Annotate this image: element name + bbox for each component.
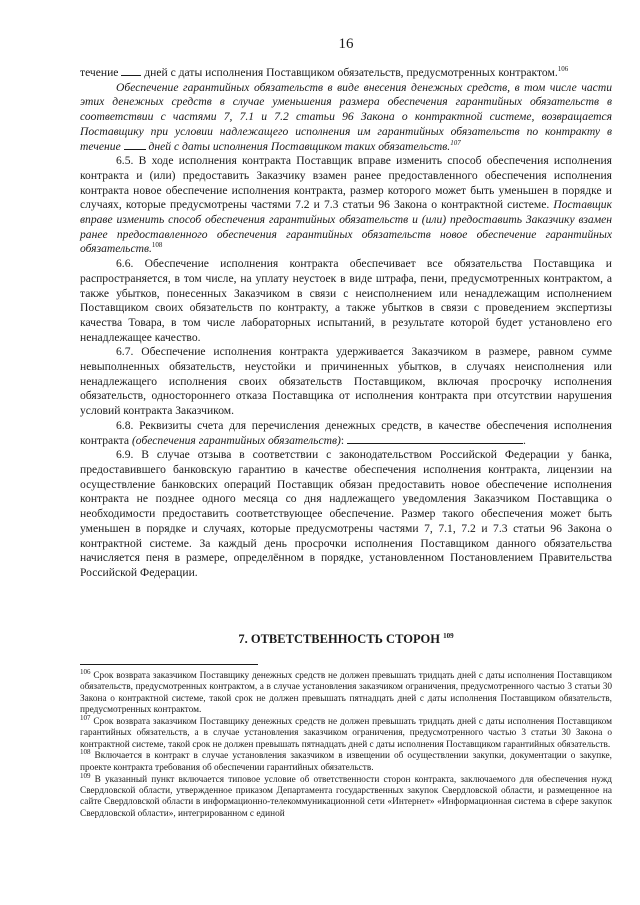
paragraph-6-9: 6.9. В случае отзыва в соответствии с законодательством Российской Федерации у банка, предоставившего банковскую гарантию в качестве обеспечения исполнения контракта, лицензии на осуществление банковских операций Поставщик обязан предоставить новое обеспечение исполнения контракта не позднее одного месяца со дня надлежащего уведомления Заказчиком Поставщика о необходимости предоставить соответствующее обеспечение. Размер такого обеспечения может быть уменьшен в порядке и случаях, которые предусмотрены частями 7, 7.1, 7.2 и 7.3 статьи 96 Закона о контрактной системе. За каждый день просрочки исполнения Поставщиком данного обязательства начисляется пеня в размере, определённом в порядке, установленном Постановлением Правительства Российской Федерации. — [80, 448, 612, 579]
footnotes — [80, 667, 612, 820]
footnote: $^{107}$ Срок возврата заказчиком Поставщику денежных средств не должен превышать тридцать дней с даты исполнения Поставщиком гарантийных обязательств, а в случае установления заказчиком ограничения, предусмотренного частью 3 статьи 30 Закона о контрактной системе, такой срок не должен превышать пятнадцать дней с даты исполнения Поставщиком гарантийных обязательств. — [80, 713, 612, 750]
paragraph-6-7: 6.7. Обеспечение исполнения контракта удерживается Заказчиком в размере, равном сумме невыполненных обязательств, неустойки и причиненных убытков, в случаях неисполнения или ненадлежащего исполнения своих обязательств Поставщиком, включая просрочку исполнения обязательств, одностороннего отказа Поставщика от исполнения контракта при отсутствии нарушения условий контракта Заказчиком. — [80, 345, 612, 418]
footnote: $^{106}$ Срок возврата заказчиком Поставщику денежных средств не должен превышать тридцать дней с даты исполнения Поставщиком обязательств, предусмотренных контрактом, а в случае установления заказчиком ограничения, предусмотренного частью 3 статьи 30 Закона о контрактной системе, такой срок не должен превышать пятнадцать дней с даты исполнения Поставщиком обязательств, предусмотренных контрактом. — [80, 667, 612, 716]
paragraph-6-8: 6.8. Реквизиты счета для перечисления денежных средств, в качестве обеспечения исполнения контракта (обеспечения гарантийных обязательств): . — [80, 418, 612, 447]
footnote-separator — [80, 664, 258, 665]
footnote-ref-109: 109 — [443, 631, 454, 640]
footnote-ref-107: 107 — [450, 138, 461, 147]
document-page — [80, 0, 612, 905]
account-details-blank — [347, 443, 523, 444]
paragraph-warranty-deposit: Обеспечение гарантийных обязательств в виде внесения денежных средств, в том числе части этих денежных средств в случае уменьшения размера обеспечения гарантийных обязательств в соответствии с частями 7, 7.1 и 7.2 статьи 96 Закона о контрактной системе, возвращается Поставщику при условии надлежащего исполнения им гарантийных обязательств по контракту в течение дней с даты исполнения Поставщиком таких обязательств.$^{107}$ — [80, 80, 612, 153]
footnote: $^{108}$ Включается в контракт в случае установления заказчиком в извещении об осуществлении закупки, документации о закупке, проекте контракта требования об обеспечении гарантийных обязательств. — [80, 748, 612, 773]
days-blank — [124, 149, 146, 150]
paragraph-6-6: 6.6. Обеспечение исполнения контракта обеспечивает все обязательства Поставщика и распространяется, в том числе, на уплату неустоек в виде штрафа, пени, предусмотренных контрактом, а также убытков, понесенных Заказчиком в связи с неисполнением или ненадлежащим исполнением Поставщиком своих обязательств по контракту, а также убытков в связи с проведением экспертизы качества Товара, в том числе лабораторных испытаний, в результате которой будет установлено его ненадлежащее качество. — [80, 257, 612, 344]
footnote-ref-106: 106 — [557, 65, 569, 74]
contract-body — [80, 66, 612, 581]
section-heading: 7. ОТВЕТСТВЕННОСТЬ СТОРОН $^{109}$ — [238, 631, 454, 646]
page-number: 16 — [338, 36, 354, 52]
paragraph-6-5: 6.5. В ходе исполнения контракта Поставщик вправе изменить способ обеспечения исполнения контракта и (или) предоставить Заказчику взамен ранее предоставленного обеспечения исполнения контракта новое обеспечение исполнения контракта, размер которого может быть уменьшен в порядке и случаях, которые предусмотрены частями 7.2 и 7.3 статьи 96 Закона о контрактной системе. Поставщик вправе изменить способ обеспечения гарантийных обязательств и (или) предоставить Заказчику взамен ранее предоставленного обеспечения гарантийных обязательств новое обеспечение гарантийных обязательств.$^{108}$ — [80, 154, 612, 256]
term-blank — [121, 75, 141, 76]
paragraph-warranty-return-term: течение дней с даты исполнения Поставщиком обязательств, предусмотренных контрактом.$^{106}$ — [80, 65, 569, 79]
footnote-ref-108: 108 — [151, 241, 163, 250]
footnote: $^{109}$ В указанный пункт включается типовое условие об ответственности сторон контракта, заключаемого для обеспечения нужд Свердловской области, утвержденное приказом Департамента государственных закупок Свердловской области, и размещенное на сайте Свердловской области в информационно-телекоммуникационной сети «Интернет» «Информационная система в сфере закупок Свердловской области», интегрированном с единой — [80, 771, 612, 819]
